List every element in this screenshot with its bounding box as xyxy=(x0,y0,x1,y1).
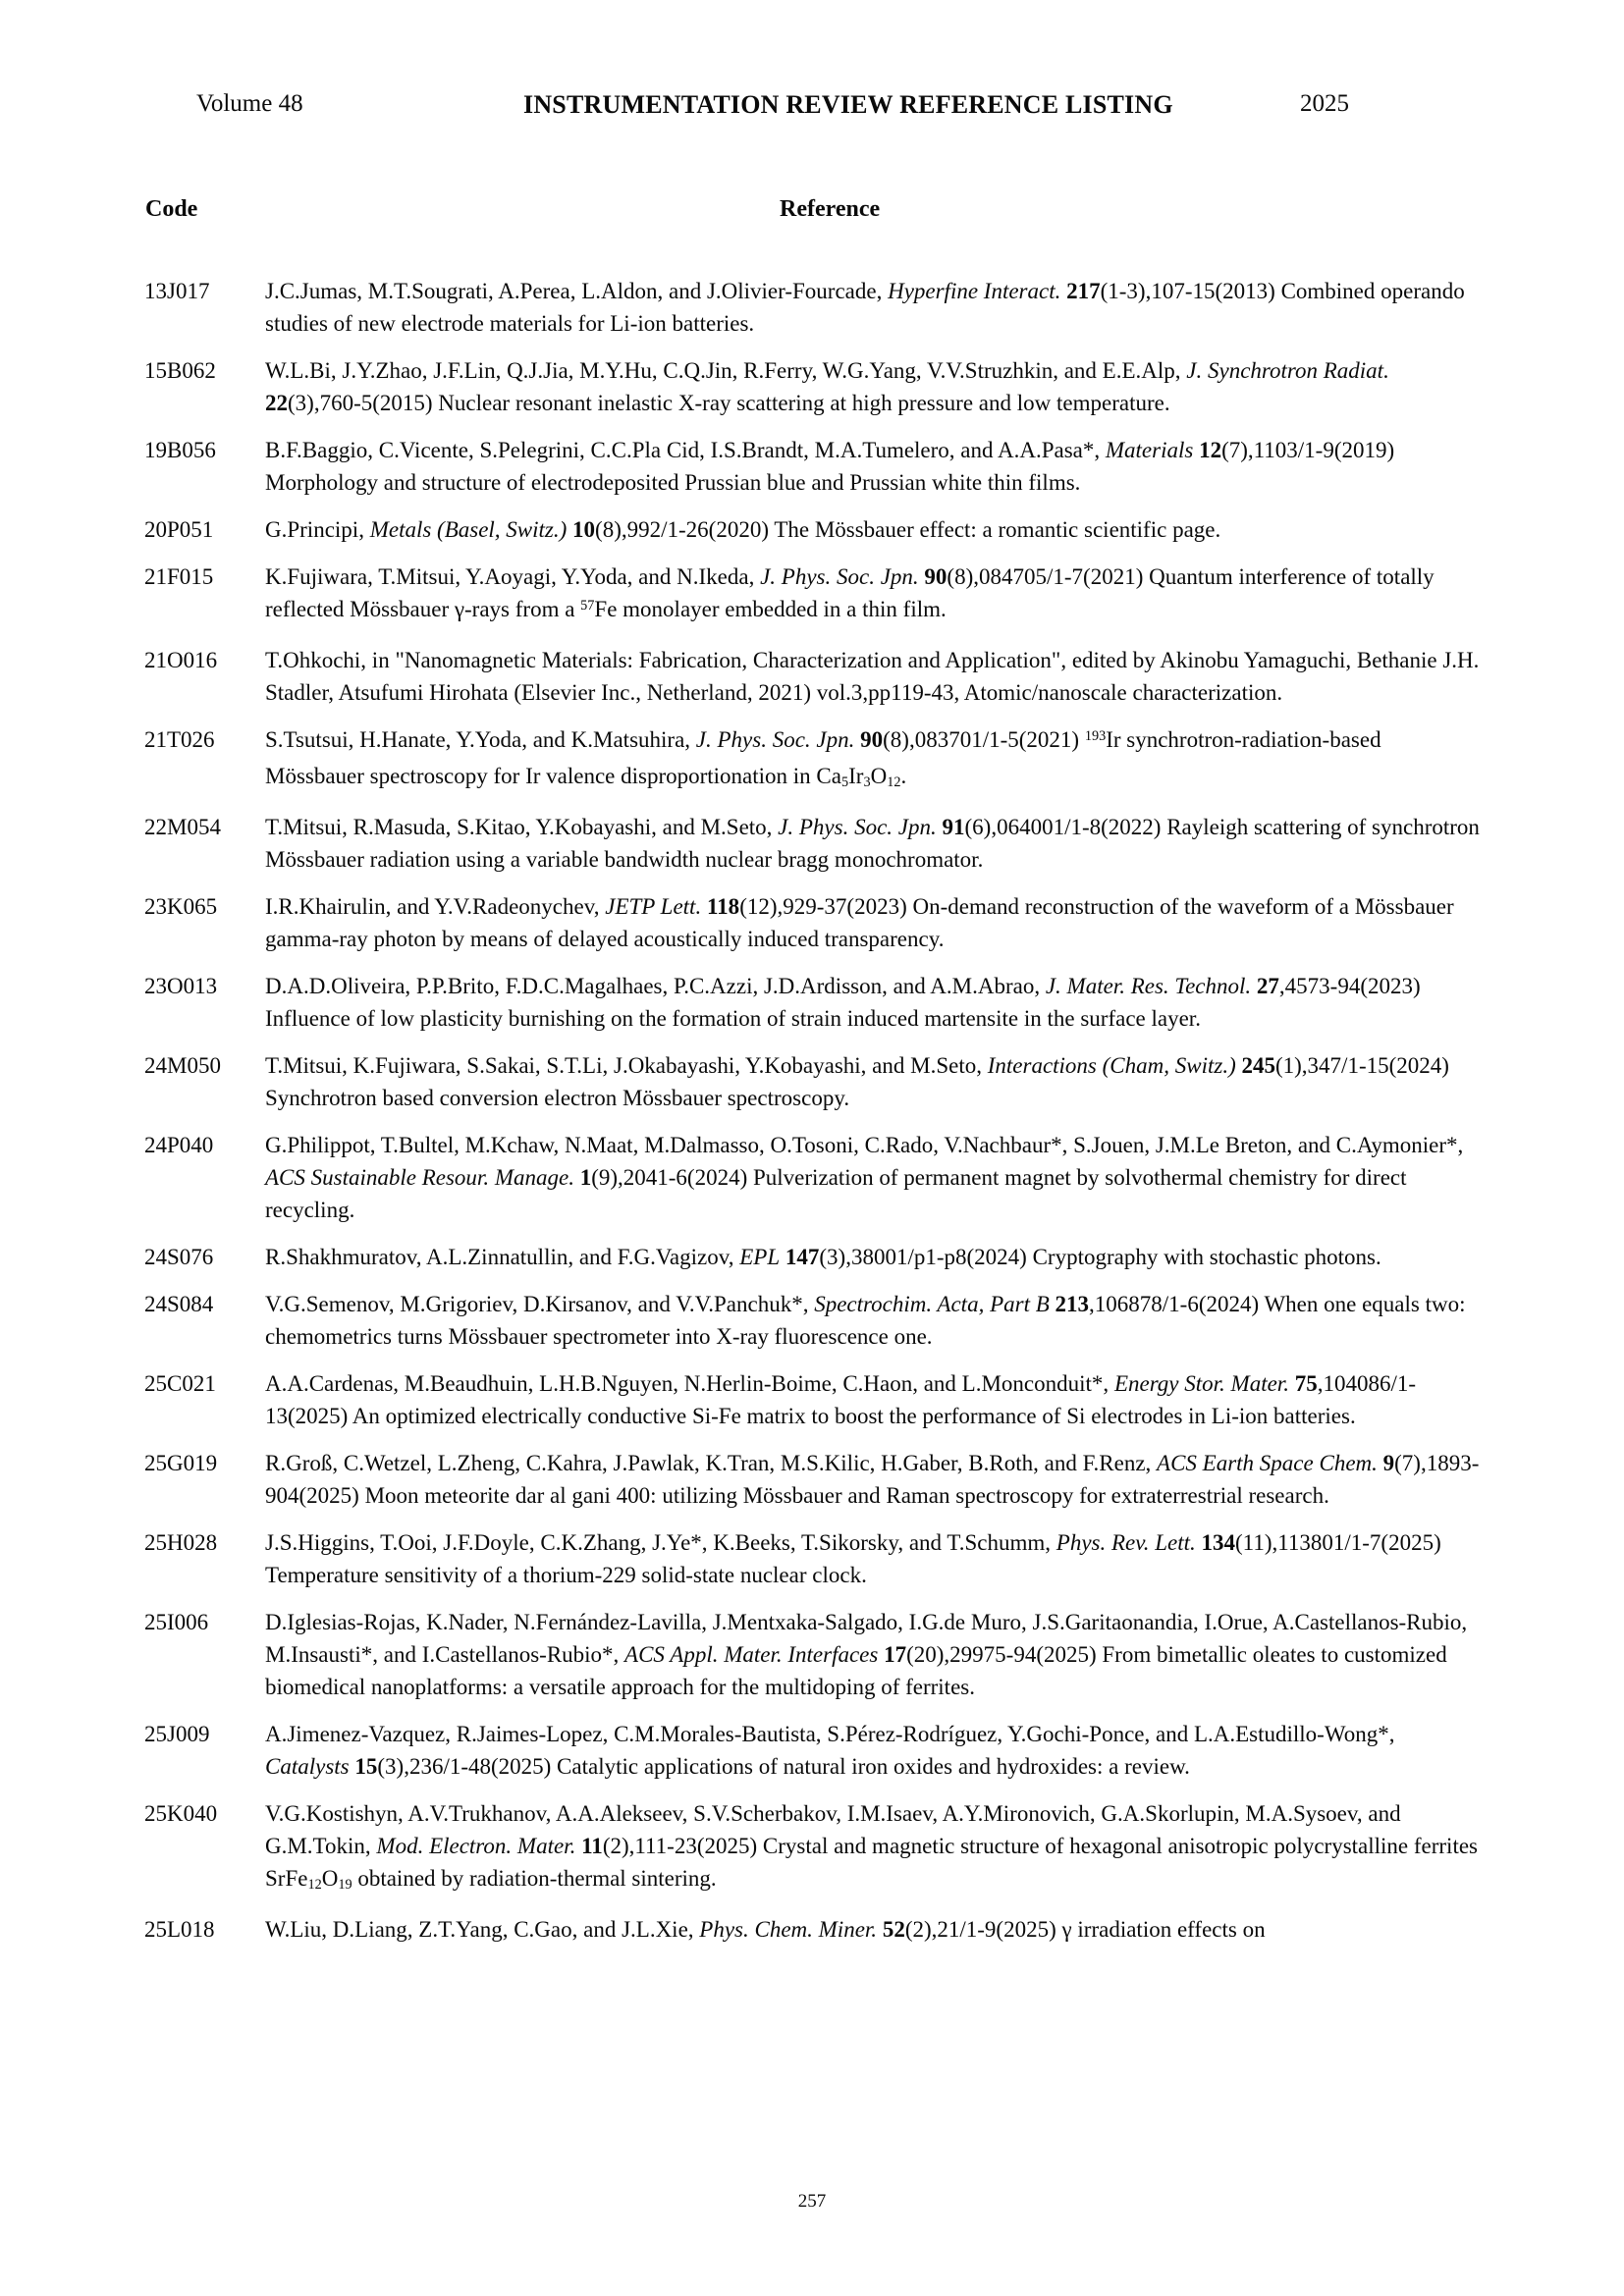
reference-text: B.F.Baggio, C.Vicente, S.Pelegrini, C.C.Pla Cid, I.S.Brandt, M.A.Tumelero, and A.A.Pasa*, Materials 12(7),1103/1-9(2019) Morphology and structure of electrodeposited Prussian blue and Prussian white thin films. xyxy=(265,438,1395,495)
reference-text: W.L.Bi, J.Y.Zhao, J.F.Lin, Q.J.Jia, M.Y.Hu, C.Q.Jin, R.Ferry, W.G.Yang, V.V.Struzhkin, and E.E.Alp, J. Synchrotron Radiat. 22(3),760-5(2015) Nuclear resonant inelastic X-ray scattering at high pressure and low temperature. xyxy=(265,358,1389,415)
volume-label: Volume 48 xyxy=(196,90,303,117)
reference-column-header: Reference xyxy=(780,196,881,222)
reference-entry xyxy=(144,1241,1483,1273)
reference-text: D.A.D.Oliveira, P.P.Brito, F.D.C.Magalhaes, P.C.Azzi, J.D.Ardisson, and A.M.Abrao, J. Mater. Res. Technol. 27,4573-94(2023) Influence of low plasticity burnishing on the formation of strain induced martensite in the surface layer. xyxy=(265,974,1421,1031)
column-headers xyxy=(0,196,1624,230)
reference-code: 21O016 xyxy=(144,648,218,672)
reference-code: 24P040 xyxy=(144,1133,214,1157)
reference-entry xyxy=(144,723,1483,796)
reference-entry xyxy=(144,890,1483,955)
reference-code: 25H028 xyxy=(144,1530,218,1555)
reference-code: 24S076 xyxy=(144,1245,214,1269)
reference-entry xyxy=(144,1913,1483,1946)
reference-entry xyxy=(144,275,1483,340)
reference-text: J.S.Higgins, T.Ooi, J.F.Doyle, C.K.Zhang, J.Ye*, K.Beeks, T.Sikorsky, and T.Schumm, Phys. Rev. Lett. 134(11),113801/1-7(2025) Temperature sensitivity of a thorium-229 solid-state nuclear clock. xyxy=(265,1530,1441,1587)
page-number: 257 xyxy=(797,2191,827,2212)
reference-entry xyxy=(144,354,1483,419)
reference-text: A.Jimenez-Vazquez, R.Jaimes-Lopez, C.M.Morales-Bautista, S.Pérez-Rodríguez, Y.Gochi-Ponce, and L.A.Estudillo-Wong*, Catalysts 15(3),236/1-48(2025) Catalytic applications of natural iron oxides and hydroxides: a review. xyxy=(265,1722,1395,1779)
reference-code: 24M050 xyxy=(144,1053,221,1078)
reference-code: 20P051 xyxy=(144,517,214,542)
reference-code: 25G019 xyxy=(144,1451,218,1475)
reference-code: 19B056 xyxy=(144,438,216,462)
reference-text: J.C.Jumas, M.T.Sougrati, A.Perea, L.Aldon, and J.Olivier-Fourcade, Hyperfine Interact. 217(1-3),107-15(2013) Combined operando studies of new electrode materials for Li-ion batteries. xyxy=(265,279,1465,336)
reference-entry xyxy=(144,644,1483,709)
page-title: INSTRUMENTATION REVIEW REFERENCE LISTING xyxy=(523,90,1173,119)
reference-code: 13J017 xyxy=(144,279,210,303)
reference-text: S.Tsutsui, H.Hanate, Y.Yoda, and K.Matsuhira, J. Phys. Soc. Jpn. 90(8),083701/1-5(2021) $^{193}$Ir synchrotron-radiation-based Mössbauer spectroscopy for Ir valence disproportionation in Ca5Ir3O12. xyxy=(265,727,1381,791)
reference-code: 21F015 xyxy=(144,564,214,589)
reference-entry xyxy=(144,513,1483,546)
reference-text: T.Mitsui, R.Masuda, S.Kitao, Y.Kobayashi, and M.Seto, J. Phys. Soc. Jpn. 91(6),064001/1-8(2022) Rayleigh scattering of synchrotron Mössbauer radiation using a variable bandwidth nuclear bragg monochromator. xyxy=(265,815,1480,872)
reference-entry xyxy=(144,1288,1483,1353)
reference-text: V.G.Kostishyn, A.V.Trukhanov, A.A.Alekseev, S.V.Scherbakov, I.M.Isaev, A.Y.Mironovich, G.A.Skorlupin, M.A.Sysoev, and G.M.Tokin, Mod. Electron. Mater. 11(2),111-23(2025) Crystal and magnetic structure of hexagonal anisotropic polycrystalline ferrites SrFe12O19 obtained by radiation-thermal sintering. xyxy=(265,1801,1478,1894)
reference-text: V.G.Semenov, M.Grigoriev, D.Kirsanov, and V.V.Panchuk*, Spectrochim. Acta, Part B 213,106878/1-6(2024) When one equals two: chemometrics turns Mössbauer spectrometer into X-ray fluorescence one. xyxy=(265,1292,1466,1349)
reference-code: 21T026 xyxy=(144,727,215,752)
reference-entry xyxy=(144,811,1483,876)
reference-text: G.Principi, Metals (Basel, Switz.) 10(8),992/1-26(2020) The Mössbauer effect: a romantic scientific page. xyxy=(265,517,1221,542)
reference-code: 15B062 xyxy=(144,358,216,383)
reference-code: 23O013 xyxy=(144,974,218,998)
reference-entry xyxy=(144,434,1483,499)
reference-entry xyxy=(144,1606,1483,1703)
reference-text: D.Iglesias-Rojas, K.Nader, N.Fernández-Lavilla, J.Mentxaka-Salgado, I.G.de Muro, J.S.Garitaonandia, I.Orue, A.Castellanos-Rubio, M.Insausti*, and I.Castellanos-Rubio*, ACS Appl. Mater. Interfaces 17(20),29975-94(2025) From bimetallic oleates to customized biomedical nanoplatforms: a versatile approach for the multidoping of ferrites. xyxy=(265,1610,1468,1699)
reference-text: T.Mitsui, K.Fujiwara, S.Sakai, S.T.Li, J.Okabayashi, Y.Kobayashi, and M.Seto, Interactions (Cham, Switz.) 245(1),347/1-15(2024) Synchrotron based conversion electron Mössbauer spectroscopy. xyxy=(265,1053,1449,1110)
reference-entry xyxy=(144,561,1483,629)
reference-entry xyxy=(144,1447,1483,1512)
reference-text: R.Groß, C.Wetzel, L.Zheng, C.Kahra, J.Pawlak, K.Tran, M.S.Kilic, H.Gaber, B.Roth, and F.Renz, ACS Earth Space Chem. 9(7),1893-904(2025) Moon meteorite dar al gani 400: utilizing Mössbauer and Raman spectroscopy for extraterrestrial research. xyxy=(265,1451,1480,1508)
reference-text: G.Philippot, T.Bultel, M.Kchaw, N.Maat, M.Dalmasso, O.Tosoni, C.Rado, V.Nachbaur*, S.Jouen, J.M.Le Breton, and C.Aymonier*, ACS Sustainable Resour. Manage. 1(9),2041-6(2024) Pulverization of permanent magnet by solvothermal chemistry for direct recycling. xyxy=(265,1133,1464,1222)
reference-entry xyxy=(144,1129,1483,1226)
reference-code: 25C021 xyxy=(144,1371,216,1396)
reference-code: 22M054 xyxy=(144,815,221,839)
reference-text: W.Liu, D.Liang, Z.T.Yang, C.Gao, and J.L.Xie, Phys. Chem. Miner. 52(2),21/1-9(2025) γ irradiation effects on xyxy=(265,1917,1266,1942)
reference-code: 25J009 xyxy=(144,1722,210,1746)
reference-text: A.A.Cardenas, M.Beaudhuin, L.H.B.Nguyen, N.Herlin-Boime, C.Haon, and L.Monconduit*, Energy Stor. Mater. 75,104086/1-13(2025) An optimized electrically conductive Si-Fe matrix to boost the performance of Si electrodes in Li-ion batteries. xyxy=(265,1371,1417,1428)
reference-entry xyxy=(144,970,1483,1035)
reference-entry xyxy=(144,1367,1483,1432)
reference-text: K.Fujiwara, T.Mitsui, Y.Aoyagi, Y.Yoda, and N.Ikeda, J. Phys. Soc. Jpn. 90(8),084705/1-7(2021) Quantum interference of totally reflected Mössbauer γ-rays from a $^{57}$Fe monolayer embedded in a thin film. xyxy=(265,564,1435,621)
page-header xyxy=(0,90,1624,130)
reference-entry xyxy=(144,1526,1483,1591)
year-label: 2025 xyxy=(1300,90,1349,117)
reference-text: R.Shakhmuratov, A.L.Zinnatullin, and F.G.Vagizov, EPL 147(3),38001/p1-p8(2024) Cryptography with stochastic photons. xyxy=(265,1245,1381,1269)
reference-code: 24S084 xyxy=(144,1292,214,1316)
reference-entry xyxy=(144,1718,1483,1783)
reference-code: 23K065 xyxy=(144,894,218,919)
reference-text: I.R.Khairulin, and Y.V.Radeonychev, JETP Lett. 118(12),929-37(2023) On-demand reconstruction of the waveform of a Mössbauer gamma-ray photon by means of delayed acoustically induced transparency. xyxy=(265,894,1454,951)
reference-code: 25I006 xyxy=(144,1610,209,1634)
reference-entry xyxy=(144,1049,1483,1114)
reference-list xyxy=(144,275,1483,1960)
code-column-header: Code xyxy=(145,196,198,222)
reference-entry xyxy=(144,1797,1483,1898)
reference-text: T.Ohkochi, in "Nanomagnetic Materials: Fabrication, Characterization and Application", edited by Akinobu Yamaguchi, Bethanie J.H. Stadler, Atsufumi Hirohata (Elsevier Inc., Netherland, 2021) vol.3,pp119-43, Atomic/nanoscale characterization. xyxy=(265,648,1480,705)
reference-code: 25L018 xyxy=(144,1917,215,1942)
reference-code: 25K040 xyxy=(144,1801,218,1826)
